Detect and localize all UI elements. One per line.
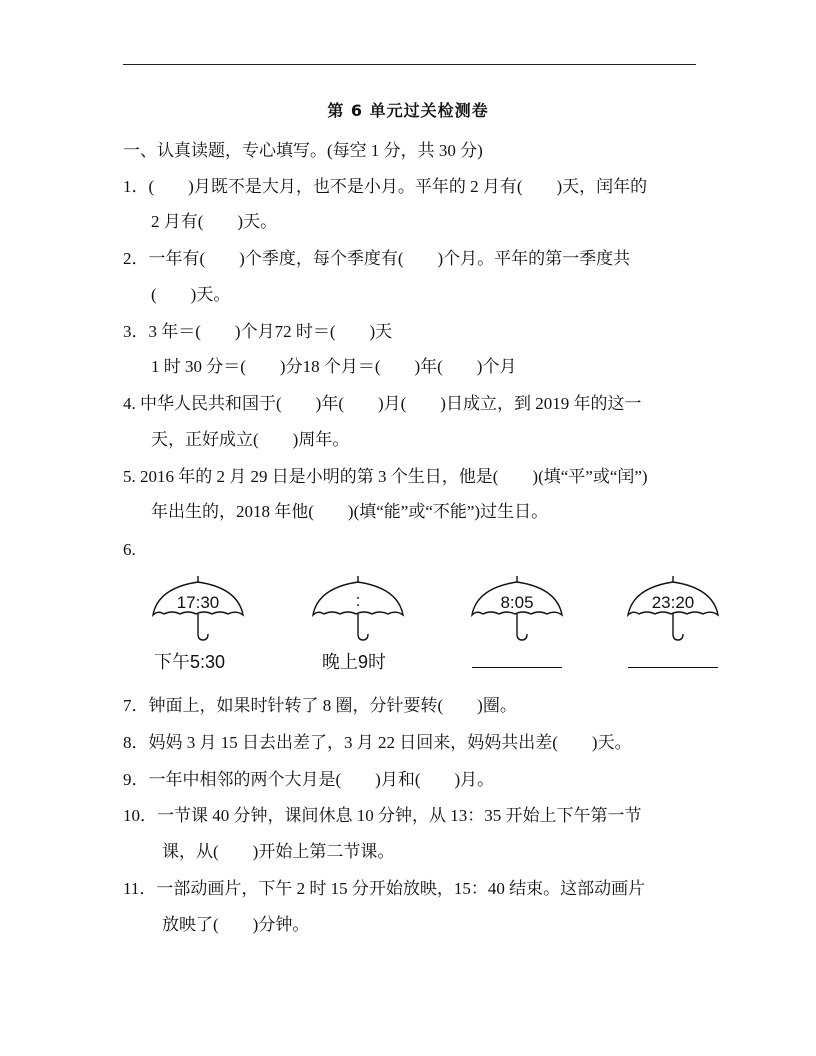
question-5-line-2: 年出生的，2018 年他( )(填“能”或“不能”)过生日。 [151, 502, 549, 521]
umbrella-label-2: 晚上9时 [322, 652, 387, 672]
question-8: 8．妈妈 3 月 15 日去出差了，3 月 22 日回来，妈妈共出差( )天。 [123, 733, 632, 752]
umbrella-time-4: 23:20 [651, 593, 695, 612]
section-heading: 一、认真读题，专心填写。(每空 1 分，共 30 分) [123, 141, 483, 160]
question-10-line-2: 课，从( )开始上第二节课。 [162, 842, 395, 861]
page-title: 第 6 单元过关检测卷 [327, 101, 489, 120]
question-4-line-2: 天，正好成立( )周年。 [151, 430, 350, 449]
question-2-line-1: 2．一年有( )个季度，每个季度有( )个月。平年的第一季度共 [123, 249, 631, 268]
question-11-line-1: 11．一部动画片，下午 2 时 15 分开始放映，15：40 结束。这部动画片 [123, 879, 646, 898]
answer-blank-3 [472, 667, 562, 668]
answer-blank-4 [628, 667, 718, 668]
umbrella-drawings [0, 570, 816, 680]
umbrella-time-2: : [355, 591, 361, 610]
question-7: 7．钟面上，如果时针转了 8 圈，分针要转( )圈。 [123, 696, 517, 715]
question-3-line-1: 3．3 年＝( )个月72 时＝( )天 [123, 322, 393, 341]
question-6-number: 6. [123, 540, 136, 559]
umbrella-label-1: 下午5:30 [154, 652, 226, 672]
question-9: 9．一年中相邻的两个大月是( )月和( )月。 [123, 770, 495, 789]
umbrella-figure [0, 570, 816, 680]
question-3-line-2: 1 时 30 分＝( )分18 个月＝( )年( )个月 [151, 357, 517, 376]
question-1-line-1: 1．( )月既不是大月，也不是小月。平年的 2 月有( )天，闰年的 [123, 177, 648, 196]
question-1-line-2: 2 月有( )天。 [151, 212, 278, 231]
question-4-line-1: 4. 中华人民共和国于( )年( )月( )日成立，到 2019 年的这一 [123, 394, 642, 413]
question-2-line-2: ( )天。 [151, 285, 231, 304]
question-10-line-1: 10．一节课 40 分钟，课间休息 10 分钟，从 13：35 开始上下午第一节 [123, 806, 642, 825]
question-5-line-1: 5. 2016 年的 2 月 29 日是小明的第 3 个生日，他是( )(填“平”或“闰”) [123, 467, 648, 486]
umbrella-time-1: 17:30 [176, 593, 220, 612]
umbrella-time-3: 8:05 [500, 593, 534, 612]
header-rule [123, 64, 696, 65]
question-11-line-2: 放映了( )分钟。 [162, 915, 310, 934]
